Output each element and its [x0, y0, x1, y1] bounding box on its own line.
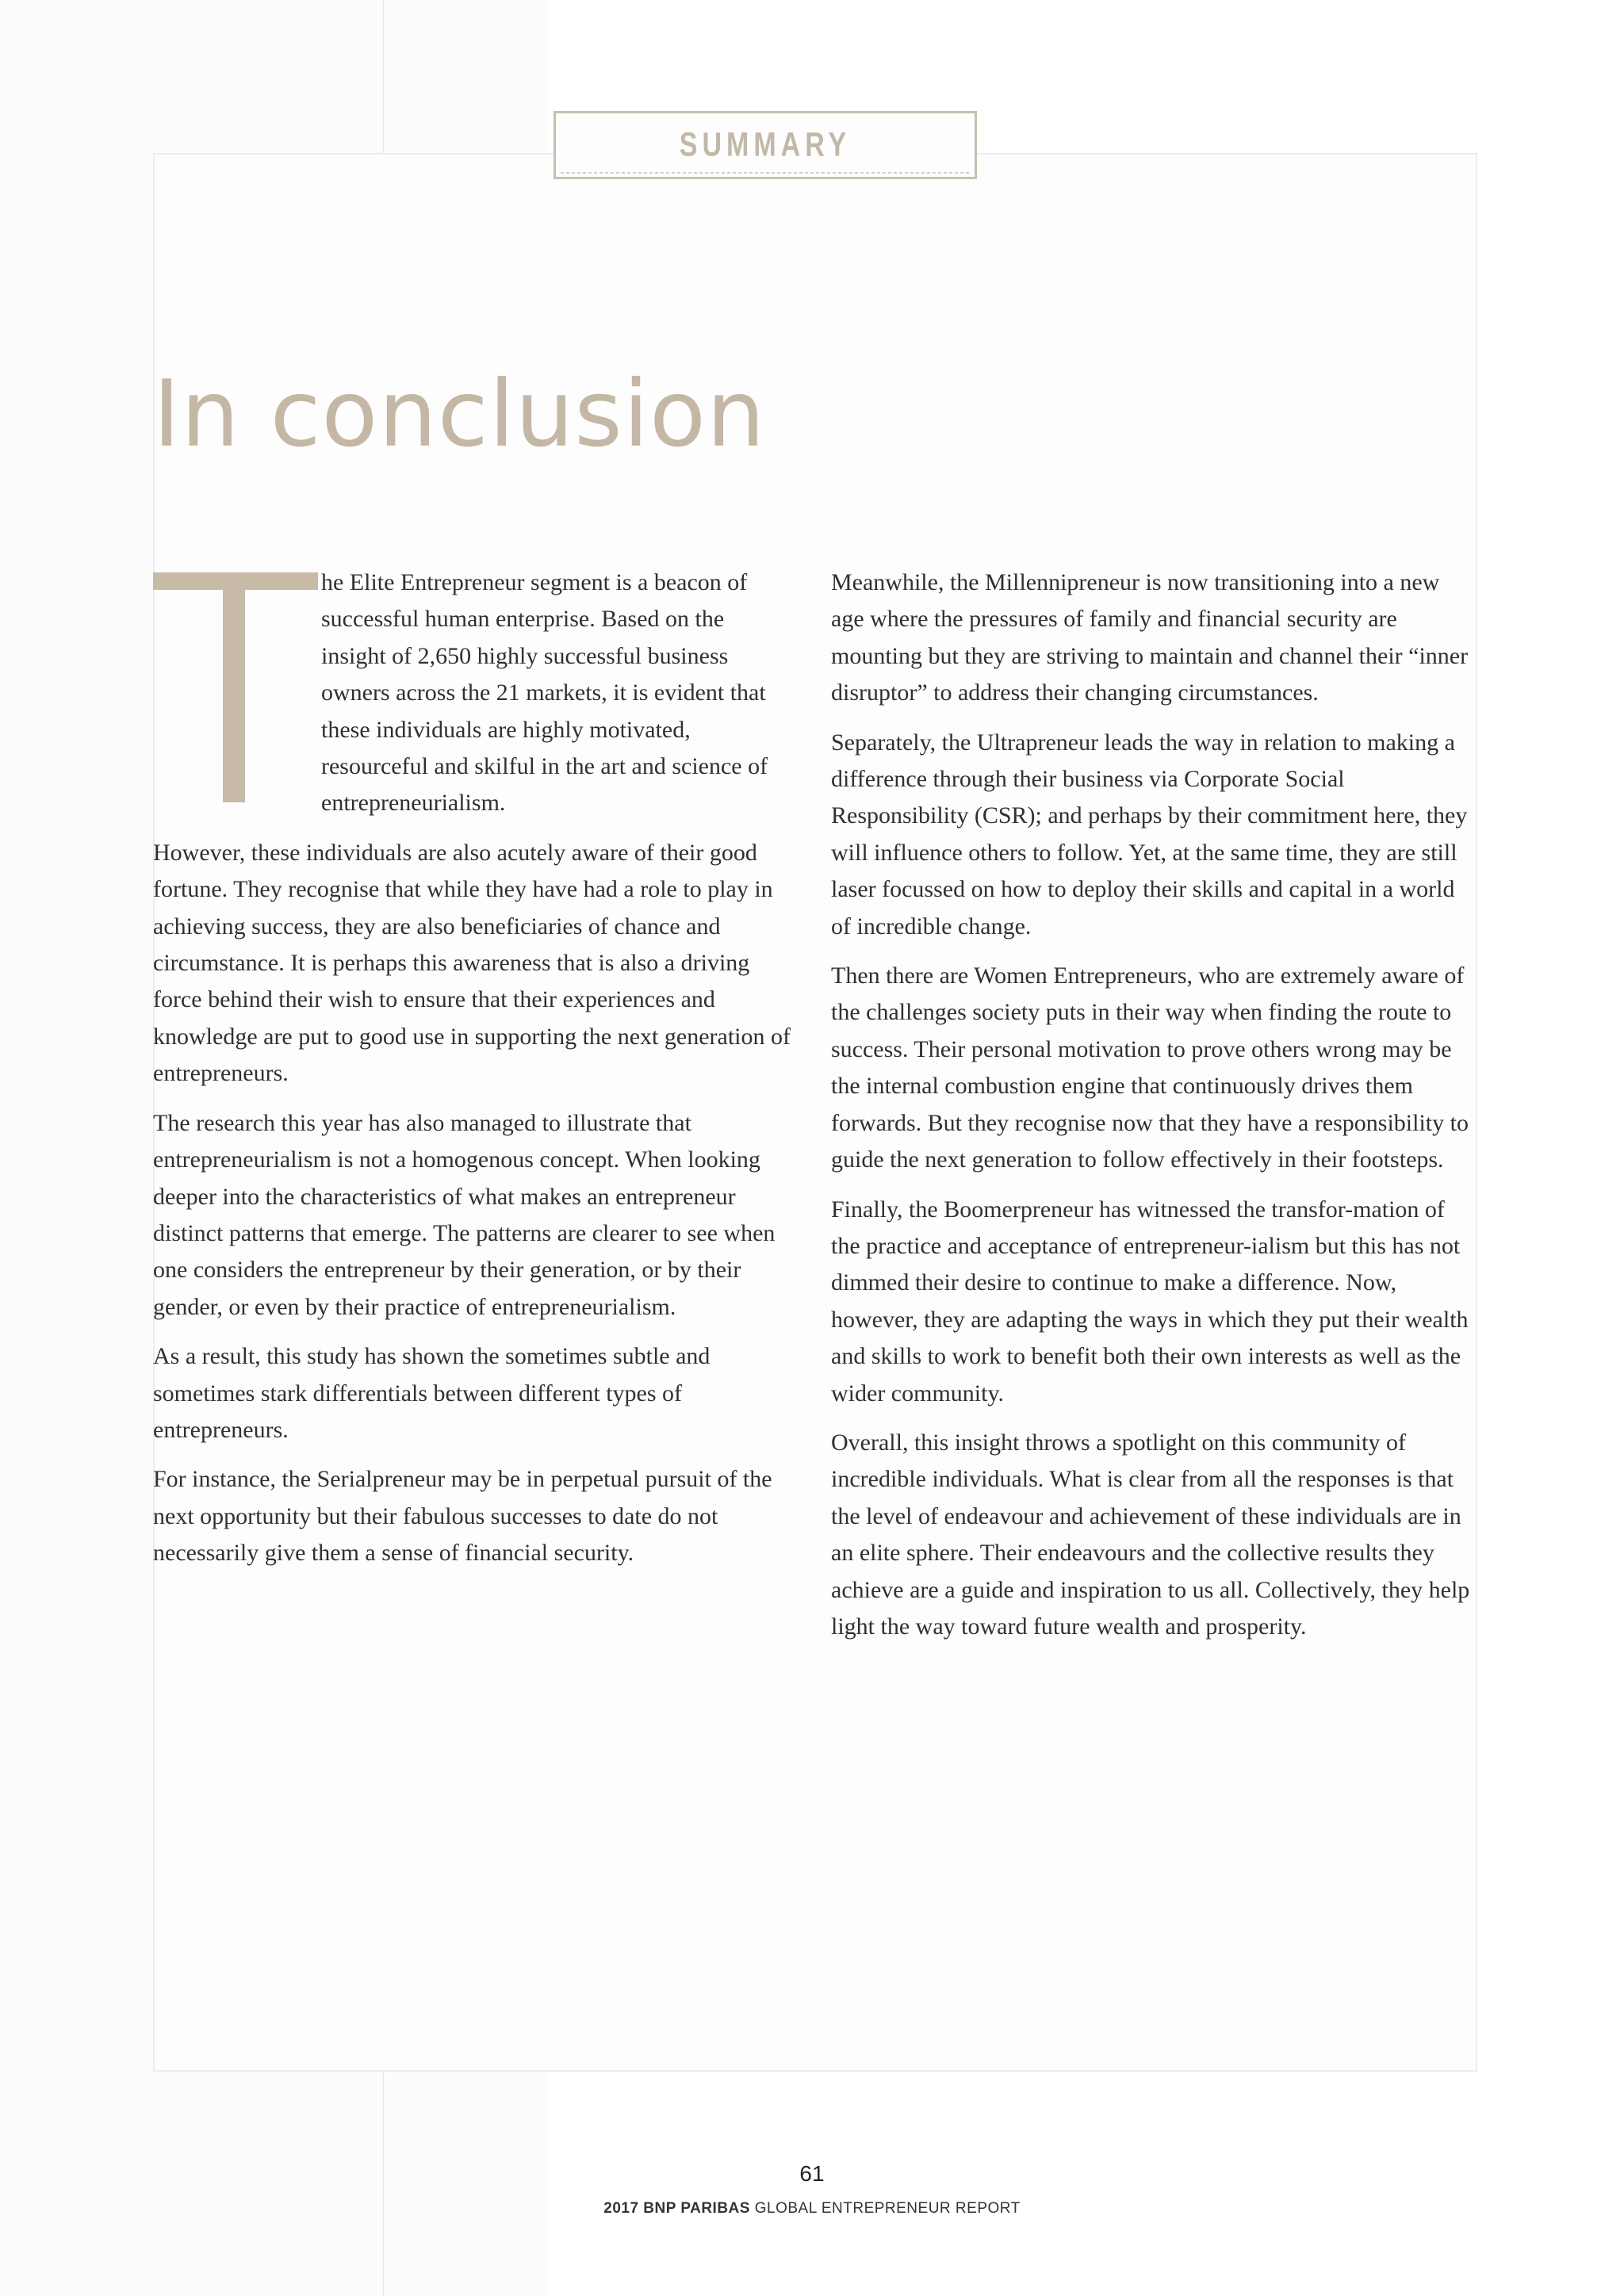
report-title: GLOBAL ENTREPRENEUR REPORT: [749, 2200, 1021, 2217]
section-label-box: [553, 111, 977, 179]
paragraph: As a result, this study has shown the sometimes subtle and sometimes stark differentials between different types of entrepreneurs.: [153, 1343, 710, 1443]
paragraph-text: he Elite Entrepreneur segment is a beacon of successful human enterprise. Based on the insight of 2,650 highly successful business owners across the 21 markets, it is evident that these individuals are highly motivated, resourceful and skilful in the art and science of entrepreneurialism.: [321, 569, 768, 817]
dropcap: [153, 564, 302, 799]
frame-line-top: [383, 0, 384, 153]
paragraph: Overall, this insight throws a spotlight on this community of incredible individuals. What is clear from all the responses is that the level of endeavour and achievement of these individuals are in an elite sphere. Their endeavours and the collective results they achieve are a guide and inspiration to us all. Collectively, they help light the way toward future wealth and prosperity.: [831, 1429, 1470, 1640]
right-column: [831, 564, 1472, 1658]
page-number: 61: [799, 2161, 825, 2186]
report-brand: 2017 BNP PARIBAS: [603, 2200, 750, 2217]
paragraph: For instance, the Serialpreneur may be in perpetual pursuit of the next opportunity but their fabulous successes to date do not necessarily give them a sense of financial security.: [153, 1466, 772, 1567]
paragraph: Separately, the Ultrapreneur leads the way in relation to making a difference through their business via Corporate Social Responsibility (CSR); and perhaps by their commitment here, they will influence others to follow. Yet, at the same time, they are still laser focussed on how to deploy their skills and capital in a world of incredible change.: [831, 729, 1468, 939]
dropcap-letter: [153, 564, 154, 565]
dropcap-stem: [223, 572, 245, 802]
paragraph: The research this year has also managed to illustrate that entrepreneurialism is not a homogenous concept. When looking deeper into the characteristics of what makes an entrepreneur distinct patterns that emerge. The patterns are clearer to see when one considers the entrepreneur by their generation, or by their gender, or even by their practice of entrepreneurialism.: [153, 1109, 776, 1320]
section-label: SUMMARY: [679, 125, 852, 164]
paragraph: Meanwhile, the Millennipreneur is now transitioning into a new age where the pressures of family and financial security are mounting but they are striving to maintain and channel their “inner disruptor” to address their changing circumstances.: [831, 569, 1469, 706]
report-footer: [0, 2200, 1624, 2218]
paragraph: However, these individuals are also acutely aware of their good fortune. They recognise that while they have had a role to play in achieving success, they are also beneficiaries of chance and circumstance. It is perhaps this awareness that is also a driving force behind their wish to ensure that their experiences and knowledge are put to good use in supporting the next generation of entrepreneurs.: [153, 839, 791, 1087]
left-column: [153, 564, 794, 1585]
paragraph-intro: [153, 564, 794, 822]
paragraph: Then there are Women Entrepreneurs, who are extremely aware of the challenges society puts in their way when finding the route to success. Their personal motivation to prove others wrong may be the internal combustion engine that continuously drives them forwards. But they recognise now that they have a responsibility to guide the next generation to follow effectively in their footsteps.: [831, 962, 1469, 1173]
paragraph: Finally, the Boomerpreneur has witnessed the transfor-mation of the practice and acceptance of entrepreneur-ialism but this has not dimmed their desire to continue to make a difference. Now, however, they are adapting the ways in which they put their wealth and skills to work to benefit both their own interests as well as the wider community.: [831, 1196, 1469, 1406]
page-title: In conclusion: [153, 361, 766, 468]
